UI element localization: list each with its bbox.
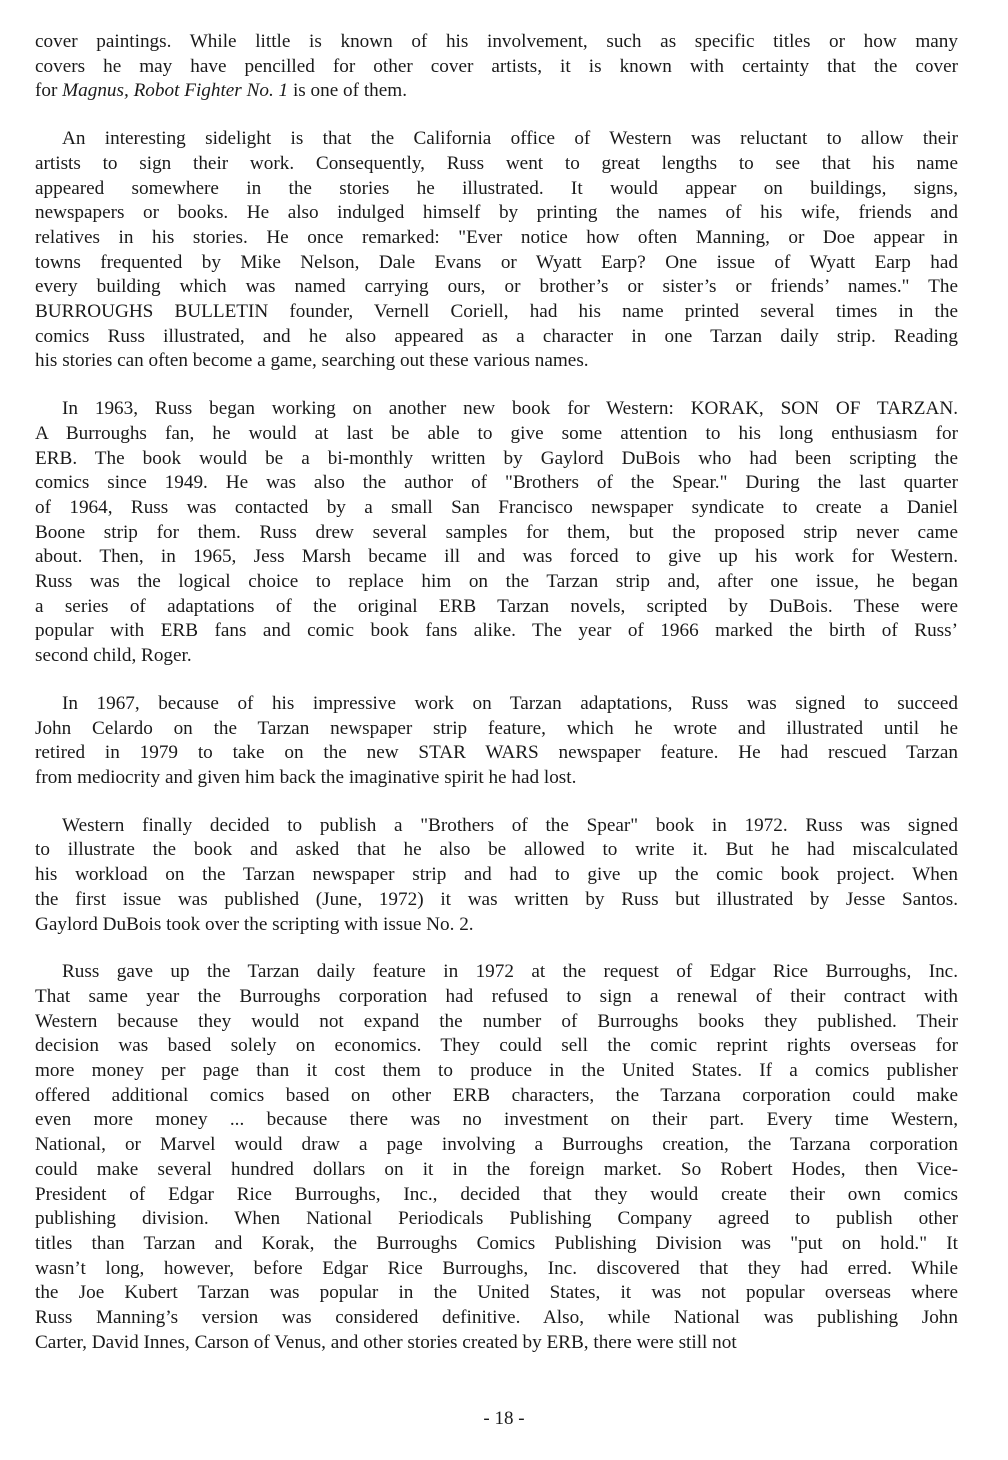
text-line: appeared somewhere in the stories he illustrated. It would appear on buildings, signs, — [35, 177, 958, 199]
text-line: A Burroughs fan, he would at last be able to give some attention to his long enthusiasm for — [35, 422, 958, 444]
text-line: BURROUGHS BULLETIN founder, Vernell Coriell, had his name printed several times in the — [35, 301, 958, 323]
text-line: covers he may have pencilled for other cover artists, it is known with certainty that the cover — [35, 55, 958, 77]
text-line: In 1963, Russ began working on another new book for Western: KORAK, SON OF TARZAN. — [62, 398, 958, 420]
text-line: popular with ERB fans and comic book fans alike. The year of 1966 marked the birth of Russ’ — [35, 620, 958, 642]
text-line: artists to sign their work. Consequently, Russ went to great lengths to see that his name — [35, 152, 958, 174]
text-line: could make several hundred dollars on it in the foreign market. So Robert Hodes, then Vice- — [35, 1158, 958, 1180]
paragraph — [35, 397, 958, 669]
text-line: cover paintings. While little is known of his involvement, such as specific titles or how many — [35, 31, 958, 52]
text-line: towns frequented by Mike Nelson, Dale Evans or Wyatt Earp? One issue of Wyatt Earp had — [35, 251, 958, 273]
paragraph — [35, 692, 958, 791]
text-line: even more money ... because there was no investment on their part. Every time Western, — [35, 1109, 958, 1131]
paragraph — [35, 814, 958, 938]
text-line: to illustrate the book and asked that he also be allowed to write it. But he had miscalculated — [35, 839, 958, 861]
text-line: President of Edgar Rice Burroughs, Inc., decided that they would create their own comics — [35, 1183, 958, 1205]
text-line: ERB. The book would be a bi-monthly written by Gaylord DuBois who had been scripting the — [35, 447, 958, 469]
text-line: every building which was named carrying ours, or brother’s or sister’s or friends’ names." The — [35, 276, 958, 298]
text-line: In 1967, because of his impressive work on Tarzan adaptations, Russ was signed to succeed — [62, 692, 958, 714]
text-line: Western because they would not expand the number of Burroughs books they published. Their — [35, 1010, 958, 1032]
page-number: - 18 - — [483, 1408, 525, 1429]
text-line: publishing division. When National Periodicals Publishing Company agreed to publish other — [35, 1208, 958, 1230]
text-line: a series of adaptations of the original ERB Tarzan novels, scripted by DuBois. These were — [35, 595, 958, 617]
text-line: his workload on the Tarzan newspaper strip and had to give up the comic book project. When — [35, 864, 958, 886]
text-line: the Joe Kubert Tarzan was popular in the United States, it was not popular overseas where — [35, 1282, 958, 1304]
text-line: wasn’t long, however, before Edgar Rice Burroughs, Inc. discovered that they had erred. While — [35, 1257, 958, 1279]
text-line: his stories can often become a game, searching out these various names. — [35, 350, 589, 372]
text-line: offered additional comics based on other ERB characters, the Tarzana corporation could make — [35, 1084, 958, 1106]
text-line: Carter, David Innes, Carson of Venus, and other stories created by ERB, there were still not — [35, 1331, 737, 1353]
text-line: from mediocrity and given him back the imaginative spirit he had lost. — [35, 766, 577, 788]
text-line: That same year the Burroughs corporation had refused to sign a renewal of their contract with — [35, 985, 958, 1007]
text-line: second child, Roger. — [35, 645, 192, 667]
text-line: more money per page than it cost them to produce in the United States. If a comics publisher — [35, 1060, 958, 1082]
text-line: titles than Tarzan and Korak, the Burroughs Comics Publishing Division was "put on hold." It — [35, 1232, 958, 1254]
paragraph — [35, 127, 958, 374]
text-line: Russ was the logical choice to replace him on the Tarzan strip and, after one issue, he began — [35, 571, 958, 593]
paragraph — [35, 30, 958, 104]
text-line: Gaylord DuBois took over the scripting with issue No. 2. — [35, 913, 474, 935]
text-line: comics Russ illustrated, and he also appeared as a character in one Tarzan daily strip. Reading — [35, 325, 958, 347]
text-line: the first issue was published (June, 1972) it was written by Russ but illustrated by Jesse Santos. — [35, 888, 958, 910]
text-line: relatives in his stories. He once remarked: "Ever notice how often Manning, or Doe appear in — [35, 226, 958, 248]
text-line: about. Then, in 1965, Jess Marsh became ill and was forced to give up his work for Western. — [35, 546, 958, 568]
body-text — [35, 30, 958, 1355]
text-line: for Magnus, Robot Fighter No. 1 is one of them. — [35, 80, 407, 102]
text-line: John Celardo on the Tarzan newspaper strip feature, which he wrote and illustrated until he — [35, 717, 958, 739]
text-line: Western finally decided to publish a "Brothers of the Spear" book in 1972. Russ was signed — [62, 814, 958, 836]
text-line: comics since 1949. He was also the author of "Brothers of the Spear." During the last quarter — [35, 472, 958, 494]
text-line: Russ Manning’s version was considered definitive. Also, while National was publishing John — [35, 1307, 958, 1329]
italic-title: Magnus, Robot Fighter No. 1 — [62, 80, 289, 102]
text-line: newspapers or books. He also indulged himself by printing the names of his wife, friends and — [35, 202, 958, 224]
text-line: retired in 1979 to take on the new STAR WARS newspaper feature. He had rescued Tarzan — [35, 742, 958, 764]
text-line: of 1964, Russ was contacted by a small San Francisco newspaper syndicate to create a Daniel — [35, 496, 958, 518]
text-line: An interesting sidelight is that the California office of Western was reluctant to allow their — [62, 128, 958, 150]
text-line: decision was based solely on economics. They could sell the comic reprint rights overseas for — [35, 1035, 958, 1057]
text-line: National, or Marvel would draw a page involving a Burroughs creation, the Tarzana corporation — [35, 1134, 958, 1156]
paragraph — [35, 960, 958, 1355]
text-line: Russ gave up the Tarzan daily feature in 1972 at the request of Edgar Rice Burroughs, Inc. — [62, 961, 958, 983]
text-line: Boone strip for them. Russ drew several samples for them, but the proposed strip never came — [35, 521, 958, 543]
